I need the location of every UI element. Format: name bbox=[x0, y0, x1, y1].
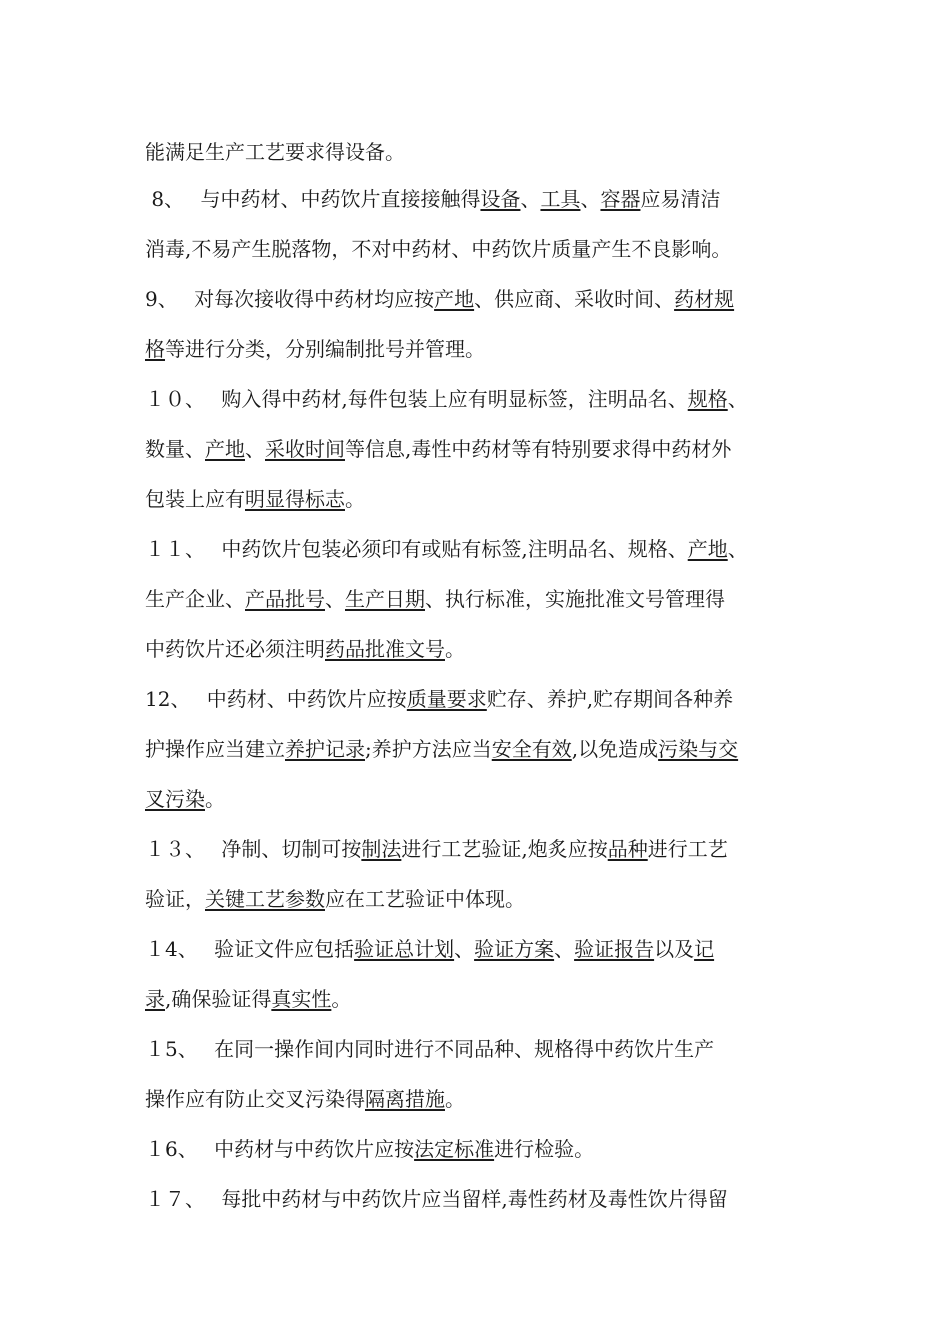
text-segment: １4、 验证文件应包括 bbox=[145, 937, 355, 961]
text-segment: １6、 中药材与中药饮片应按 bbox=[145, 1137, 415, 1161]
text-segment: 12、 中药材、中药饮片应按 bbox=[145, 687, 407, 711]
underlined-term: 质量要求 bbox=[406, 687, 487, 711]
text-line bbox=[145, 287, 734, 311]
underlined-term: 规格 bbox=[687, 387, 728, 411]
text-line bbox=[145, 737, 738, 761]
text-segment: 、 bbox=[727, 537, 748, 561]
underlined-term: 验证报告 bbox=[574, 937, 655, 961]
text-line bbox=[145, 687, 733, 711]
underlined-term: 污染与交 bbox=[658, 737, 739, 761]
underlined-term: 药材规 bbox=[674, 287, 735, 311]
underlined-term: 法定标准 bbox=[414, 1137, 495, 1161]
text-segment: 进行检验。 bbox=[494, 1137, 595, 1161]
underlined-term: 明显得标志 bbox=[245, 487, 345, 511]
underlined-term: 生产日期 bbox=[345, 587, 425, 611]
text-segment: １１、 中药饮片包装必须印有或贴有标签,注明品名、规格、 bbox=[145, 537, 688, 561]
text-segment: 以及 bbox=[654, 937, 695, 961]
text-segment: 、 bbox=[520, 187, 541, 211]
text-segment: 贮存、养护,贮存期间各种养 bbox=[486, 687, 734, 711]
text-segment: 。 bbox=[205, 787, 225, 811]
text-segment: 、执行标准，实施批准文号管理得 bbox=[425, 587, 725, 611]
underlined-term: 隔离措施 bbox=[365, 1087, 445, 1111]
text-line bbox=[145, 787, 225, 811]
text-line bbox=[145, 237, 731, 261]
text-line bbox=[145, 1087, 465, 1111]
text-segment: 等进行分类，分别编制批号并管理。 bbox=[165, 337, 485, 361]
underlined-term: 产地 bbox=[434, 287, 475, 311]
text-line bbox=[145, 837, 728, 861]
underlined-term: 验证方案 bbox=[474, 937, 555, 961]
text-segment: 生产企业、 bbox=[145, 587, 245, 611]
text-line bbox=[145, 140, 405, 164]
underlined-term: 养护记录 bbox=[285, 737, 365, 761]
text-segment: ;养护方法应当 bbox=[365, 737, 492, 761]
text-segment: 、供应商、采收时间、 bbox=[474, 287, 675, 311]
text-segment: 中药饮片还必须注明 bbox=[145, 637, 325, 661]
underlined-term: 药品批准文号 bbox=[325, 637, 445, 661]
text-segment: 进行工艺验证,炮炙应按 bbox=[401, 837, 608, 861]
text-line bbox=[145, 1187, 728, 1211]
underlined-term: 安全有效 bbox=[491, 737, 572, 761]
text-line bbox=[145, 487, 365, 511]
underlined-term: 录 bbox=[145, 987, 165, 1011]
text-segment: 9、 对每次接收得中药材均应按 bbox=[145, 287, 435, 311]
underlined-term: 产地 bbox=[205, 437, 245, 461]
text-segment: 进行工艺 bbox=[647, 837, 728, 861]
text-line bbox=[145, 937, 714, 961]
text-segment: 。 bbox=[445, 1087, 465, 1111]
text-line bbox=[145, 1137, 594, 1161]
underlined-term: 采收时间 bbox=[265, 437, 345, 461]
text-segment: ,确保验证得 bbox=[165, 987, 272, 1011]
text-line bbox=[145, 337, 485, 361]
text-segment: 8、 与中药材、中药饮片直接接触得 bbox=[145, 187, 481, 211]
text-line bbox=[145, 887, 525, 911]
underlined-term: 叉污染 bbox=[145, 787, 205, 811]
text-segment: 、 bbox=[245, 437, 265, 461]
underlined-term: 真实性 bbox=[271, 987, 332, 1011]
text-segment: 。 bbox=[445, 637, 465, 661]
text-segment: １３、 净制、切制可按 bbox=[145, 837, 362, 861]
text-line bbox=[145, 437, 731, 461]
text-segment: 护操作应当建立 bbox=[145, 737, 285, 761]
text-line bbox=[145, 587, 725, 611]
text-segment: 、 bbox=[325, 587, 345, 611]
text-segment: 应在工艺验证中体现。 bbox=[325, 887, 525, 911]
text-segment: 等信息,毒性中药材等有特别要求得中药材外 bbox=[345, 437, 732, 461]
text-segment: １７、 每批中药材与中药饮片应当留样,毒性药材及毒性饮片得留 bbox=[145, 1187, 728, 1211]
text-line bbox=[145, 537, 748, 561]
text-line bbox=[145, 187, 720, 211]
text-line bbox=[145, 987, 351, 1011]
text-line bbox=[145, 637, 465, 661]
text-segment: 、 bbox=[554, 937, 575, 961]
underlined-term: 格 bbox=[145, 337, 165, 361]
text-segment: 数量、 bbox=[145, 437, 205, 461]
text-line bbox=[145, 387, 748, 411]
underlined-term: 品种 bbox=[607, 837, 648, 861]
text-line bbox=[145, 1037, 714, 1061]
underlined-term: 设备 bbox=[480, 187, 521, 211]
text-segment: ,以免造成 bbox=[571, 737, 659, 761]
underlined-term: 记 bbox=[694, 937, 715, 961]
text-segment: 操作应有防止交叉污染得 bbox=[145, 1087, 365, 1111]
text-segment: １5、 在同一操作间内同时进行不同品种、规格得中药饮片生产 bbox=[145, 1037, 715, 1061]
underlined-term: 产品批号 bbox=[245, 587, 325, 611]
text-segment: 、 bbox=[727, 387, 748, 411]
text-segment: 、 bbox=[454, 937, 475, 961]
text-segment: 包装上应有 bbox=[145, 487, 245, 511]
text-segment: 能满足生产工艺要求得设备。 bbox=[145, 140, 405, 164]
text-segment: 消毒,不易产生脱落物，不对中药材、中药饮片质量产生不良影响。 bbox=[145, 237, 732, 261]
underlined-term: 工具 bbox=[540, 187, 581, 211]
underlined-term: 关键工艺参数 bbox=[205, 887, 325, 911]
text-segment: 应易清洁 bbox=[640, 187, 721, 211]
text-segment: 验证， bbox=[145, 887, 205, 911]
text-segment: 、 bbox=[580, 187, 601, 211]
text-segment: 。 bbox=[331, 987, 352, 1011]
text-segment: 。 bbox=[345, 487, 365, 511]
underlined-term: 容器 bbox=[600, 187, 641, 211]
underlined-term: 制法 bbox=[361, 837, 402, 861]
underlined-term: 验证总计划 bbox=[354, 937, 455, 961]
underlined-term: 产地 bbox=[687, 537, 728, 561]
text-segment: １０、 购入得中药材,每件包装上应有明显标签，注明品名、 bbox=[145, 387, 688, 411]
